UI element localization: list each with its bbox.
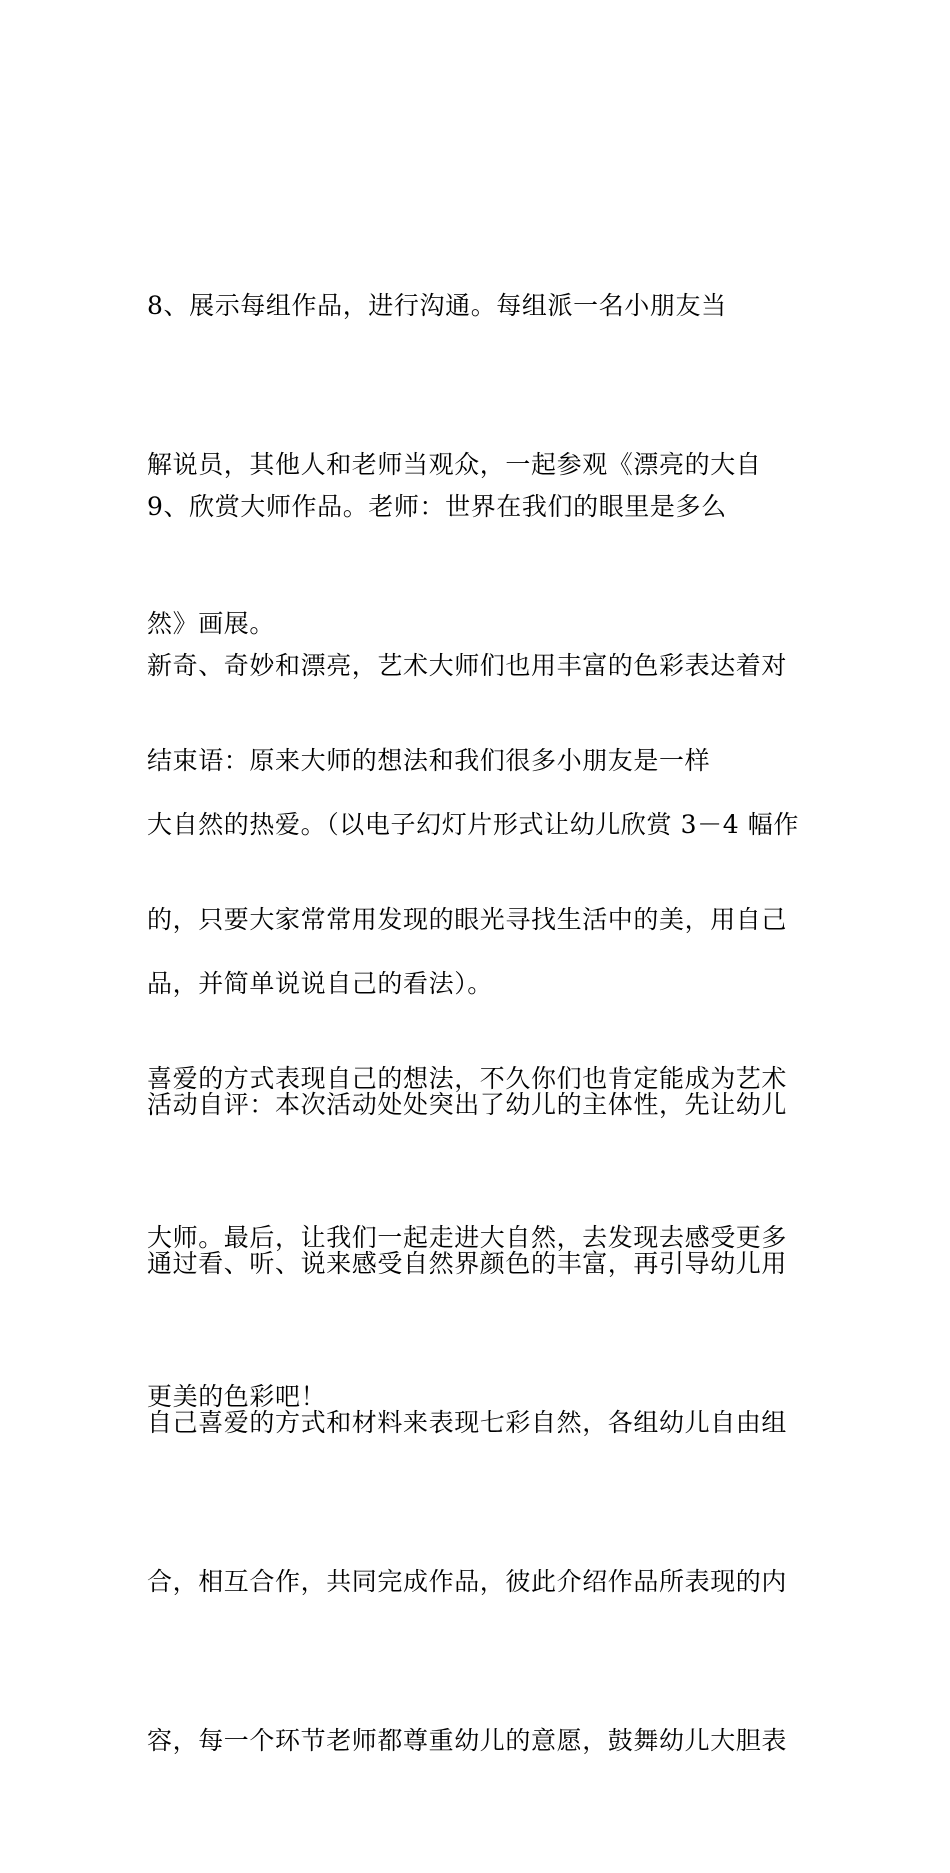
text-line: 然》画展。 bbox=[147, 609, 276, 638]
text-line: 新奇、奇妙和漂亮，艺术大师们也用丰富的色彩表达着对 bbox=[147, 651, 788, 680]
text-line: 大自然的热爱。（以电子幻灯片形式让幼儿欣赏 3－4 幅作 bbox=[147, 810, 800, 839]
text-line: 喜爱的方式表现自己的想法，不久你们也肯定能成为艺术 bbox=[147, 1064, 788, 1093]
text-line: 8、展示每组作品，进行沟通。每组派一名小朋友当 bbox=[147, 291, 727, 320]
text-line: 结束语：原来大师的想法和我们很多小朋友是一样 bbox=[147, 746, 711, 775]
text-line: 容，每一个环节老师都尊重幼儿的意愿，鼓舞幼儿大胆表 bbox=[147, 1726, 788, 1755]
text-line: 大师。最后，让我们一起走进大自然，去发现去感受更多 bbox=[147, 1223, 788, 1252]
text-line: 活动自评：本次活动处处突出了幼儿的主体性，先让幼儿 bbox=[147, 1090, 788, 1119]
text-line: 通过看、听、说来感受自然界颜色的丰富，再引导幼儿用 bbox=[147, 1249, 788, 1278]
text-line: 自己喜爱的方式和材料来表现七彩自然，各组幼儿自由组 bbox=[147, 1408, 788, 1437]
text-line: 合，相互合作，共同完成作品，彼此介绍作品所表现的内 bbox=[147, 1567, 788, 1596]
text-line: 9、欣赏大师作品。老师：世界在我们的眼里是多么 bbox=[147, 492, 727, 521]
text-line: 的，只要大家常常用发现的眼光寻找生活中的美，用自己 bbox=[147, 905, 788, 934]
text-line: 更美的色彩吧！ bbox=[147, 1382, 327, 1411]
text-line: 品，并简单说说自己的看法）。 bbox=[147, 969, 493, 998]
paragraph-self-evaluation bbox=[147, 972, 807, 1873]
text-line: 解说员，其他人和老师当观众，一起参观《漂亮的大自 bbox=[147, 450, 762, 479]
